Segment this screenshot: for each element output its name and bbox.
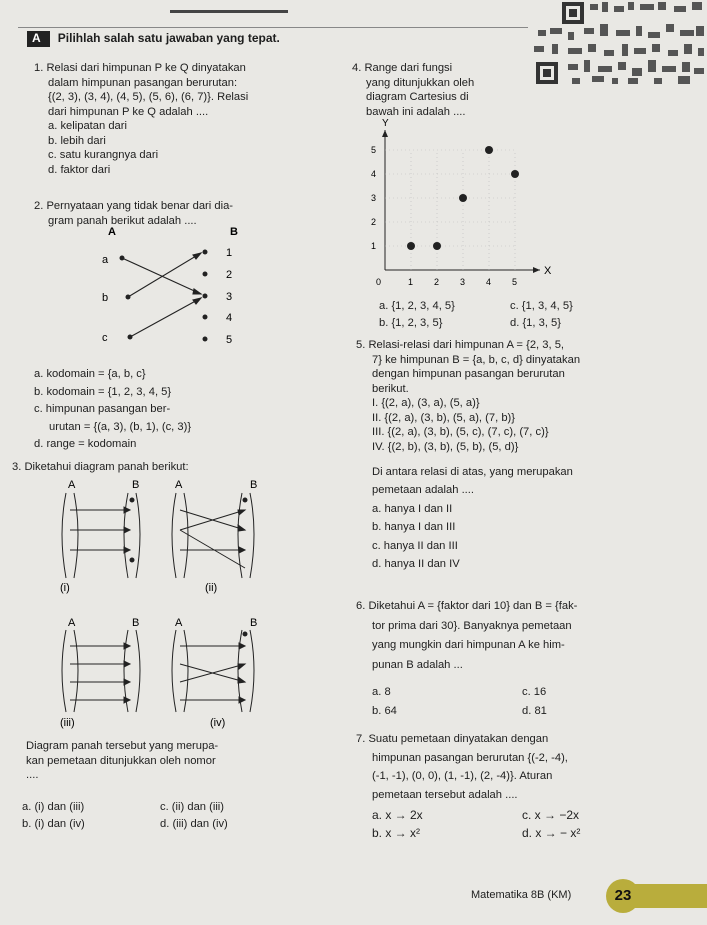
question-5 <box>356 338 580 572</box>
q1-option-b[interactable]: b. lebih dari <box>48 134 106 147</box>
q7-option-c[interactable]: c. x → −2x <box>522 808 580 822</box>
y-axis-label: Y <box>382 118 389 129</box>
q2-line: gram panah berikut adalah .... <box>48 214 197 227</box>
q5-line: 5. Relasi-relasi dari himpunan A = {2, 3, 5, <box>356 339 565 351</box>
q3-label-i: (i) <box>60 582 70 594</box>
q4-cartesian-chart <box>355 118 555 298</box>
q3-label-iii: (iii) <box>60 717 75 729</box>
question-6 <box>356 599 577 672</box>
q5-relation-4: IV. {(2, b), (3, b), (5, b), (5, d)} <box>372 440 519 453</box>
q3-diagram-i <box>62 493 140 578</box>
q7-line: (-1, -1), (0, 0), (1, -1), (2, -4)}. Aturan <box>372 770 553 783</box>
q4-option-c[interactable]: c. {1, 3, 4, 5} <box>510 300 573 312</box>
q2-option-a[interactable]: a. kodomain = {a, b, c} <box>34 368 146 380</box>
q5-option-c[interactable]: c. hanya II dan III <box>372 539 458 552</box>
data-point <box>511 170 519 178</box>
q3-set-b-label: B <box>132 479 140 491</box>
data-point <box>459 194 467 202</box>
q1-line: dari himpunan P ke Q adalah .... <box>48 105 209 118</box>
q1-option-c[interactable]: c. satu kurangnya dari <box>48 149 159 162</box>
q1-line: dalam himpunan pasangan berurutan: <box>48 76 238 89</box>
q5-option-a[interactable]: a. hanya I dan II <box>372 502 453 515</box>
x-axis-arrow-icon <box>533 267 540 273</box>
q4-line: bawah ini adalah .... <box>366 105 466 118</box>
q2-set-b-label: B <box>230 226 238 238</box>
data-point <box>433 242 441 250</box>
q2-codomain-3: 3 <box>226 291 233 303</box>
q4-option-b[interactable]: b. {1, 2, 3, 5} <box>379 317 443 329</box>
q5-option-b[interactable]: b. hanya I dan III <box>372 521 456 534</box>
qr-code-icon <box>528 0 707 86</box>
q2-options <box>34 367 191 452</box>
q6-option-a[interactable]: a. 8 <box>372 686 391 698</box>
y-tick-label: 1 <box>371 241 377 251</box>
q6-line: tor prima dari 30}. Banyaknya pemetaan <box>372 619 572 632</box>
q2-option-c-cont: urutan = {(a, 3), (b, 1), (c, 3)} <box>49 420 192 433</box>
q3-set-a-label-4: A <box>175 617 183 629</box>
q2-domain-a: a <box>102 254 109 266</box>
footer-book-title: Matematika 8B (KM) <box>471 889 572 901</box>
q7-option-d[interactable]: d. x → − x² <box>522 826 581 840</box>
q6-option-b[interactable]: b. 64 <box>372 705 397 717</box>
q6-line: 6. Diketahui A = {faktor dari 10} dan B = {fak- <box>356 600 578 612</box>
q7-line: 7. Suatu pemetaan dinyatakan dengan <box>356 733 549 745</box>
data-point <box>407 242 415 250</box>
section-header <box>27 31 280 47</box>
page-number: 23 <box>606 879 640 913</box>
q3-label-iv: (iv) <box>210 717 226 729</box>
q5-line: berikut. <box>372 382 409 395</box>
q2-option-b[interactable]: b. kodomain = {1, 2, 3, 4, 5} <box>34 385 172 398</box>
q2-option-c[interactable]: c. himpunan pasangan ber- <box>34 403 171 416</box>
question-7 <box>356 732 568 802</box>
top-rule <box>170 10 288 13</box>
q2-set-a-label: A <box>108 226 116 238</box>
q1-option-d[interactable]: d. faktor dari <box>48 163 111 176</box>
q3-set-b-label-3: B <box>132 617 140 629</box>
question-4 <box>352 61 474 119</box>
q3-option-a[interactable]: a. (i) dan (iii) <box>22 801 85 813</box>
q4-line: yang ditunjukkan oleh <box>366 76 475 89</box>
x-tick-label: 1 <box>408 277 414 287</box>
q5-option-d[interactable]: d. hanya II dan IV <box>372 558 460 571</box>
x-tick-label: 0 <box>376 277 382 287</box>
q1-line: 1. Relasi dari himpunan P ke Q dinyatakan <box>34 62 246 74</box>
x-tick-label: 5 <box>512 277 518 287</box>
q1-option-a[interactable]: a. kelipatan dari <box>48 120 127 133</box>
q3-label-ii: (ii) <box>205 582 218 594</box>
q3-diagrams <box>40 478 280 730</box>
q3-line: .... <box>26 769 39 782</box>
q3-question <box>26 739 218 783</box>
q2-domain-c: c <box>102 332 108 344</box>
q3-set-b-label-4: B <box>250 617 258 629</box>
q2-codomain-4: 4 <box>226 312 233 324</box>
q7-option-a[interactable]: a. x → 2x <box>372 808 423 822</box>
top-rule-thin <box>18 27 538 28</box>
q3-set-b-label-2: B <box>250 479 258 491</box>
section-badge: A <box>27 31 50 47</box>
y-axis-arrow-icon <box>382 130 388 137</box>
y-tick-label: 4 <box>371 169 377 179</box>
q2-codomain-5: 5 <box>226 334 233 346</box>
x-tick-label: 3 <box>460 277 466 287</box>
q2-domain-b: b <box>102 292 109 304</box>
q3-line: kan pemetaan ditunjukkan oleh nomor <box>26 754 216 767</box>
y-tick-label: 3 <box>371 193 377 203</box>
q3-line: 3. Diketahui diagram panah berikut: <box>12 461 189 473</box>
y-tick-label: 5 <box>371 145 377 155</box>
q4-option-d[interactable]: d. {1, 3, 5} <box>510 317 562 329</box>
q5-line: dengan himpunan pasangan berurutan <box>372 368 565 381</box>
question-1 <box>34 61 248 178</box>
q3-diagram-ii <box>172 493 254 578</box>
q2-codomain-1: 1 <box>226 247 233 259</box>
q3-diagram-iv <box>172 630 254 712</box>
q5-question-line: pemetaan adalah .... <box>372 484 475 497</box>
q6-option-d[interactable]: d. 81 <box>522 705 547 717</box>
q7-line: himpunan pasangan berurutan {(-2, -4), <box>372 751 568 764</box>
q3-set-a-label-2: A <box>175 479 183 491</box>
x-axis-label: X <box>544 265 552 277</box>
q3-set-a-label: A <box>68 479 76 491</box>
q5-line: 7} ke himpunan B = {a, b, c, d} dinyatakan <box>372 353 581 366</box>
data-point <box>485 146 493 154</box>
q4-option-a[interactable]: a. {1, 2, 3, 4, 5} <box>379 300 455 312</box>
x-tick-label: 2 <box>434 277 440 287</box>
q3-option-d[interactable]: d. (iii) dan (iv) <box>160 818 228 830</box>
q5-relation-1: I. {(2, a), (3, a), (5, a)} <box>372 397 480 410</box>
q6-option-c[interactable]: c. 16 <box>522 686 547 698</box>
q5-question-line: Di antara relasi di atas, yang merupakan <box>372 465 573 478</box>
q3-line: Diagram panah tersebut yang merupa- <box>26 740 219 752</box>
q4-line: 4. Range dari fungsi <box>352 62 453 74</box>
q5-relation-3: III. {(2, a), (3, b), (5, c), (7, c), (7, c)} <box>372 426 549 439</box>
section-title: Pilihlah salah satu jawaban yang tepat. <box>57 31 280 45</box>
q2-line: 2. Pernyataan yang tidak benar dari dia- <box>34 200 234 212</box>
q2-arrow-diagram <box>60 223 280 353</box>
q3-diagram-iii <box>62 630 140 712</box>
q6-line: yang mungkin dari himpunan A ke him- <box>372 639 565 652</box>
y-tick-label: 2 <box>371 217 377 227</box>
q7-option-b[interactable]: b. x → x² <box>372 826 421 840</box>
q3-option-b[interactable]: b. (i) dan (iv) <box>22 818 85 830</box>
q7-line: pemetaan tersebut adalah .... <box>372 788 518 801</box>
q4-line: diagram Cartesius di <box>366 91 469 104</box>
q3-option-c[interactable]: c. (ii) dan (iii) <box>160 801 225 813</box>
q2-codomain-2: 2 <box>226 269 233 281</box>
x-tick-label: 4 <box>486 277 492 287</box>
q1-line: {(2, 3), (3, 4), (4, 5), (5, 6), (6, 7)}. Relasi <box>48 91 249 104</box>
q3-set-a-label-3: A <box>68 617 76 629</box>
q6-line: punan B adalah ... <box>372 658 463 671</box>
q2-option-d[interactable]: d. range = kodomain <box>34 438 137 451</box>
q5-relation-2: II. {(2, a), (3, b), (5, a), (7, b)} <box>372 411 516 424</box>
